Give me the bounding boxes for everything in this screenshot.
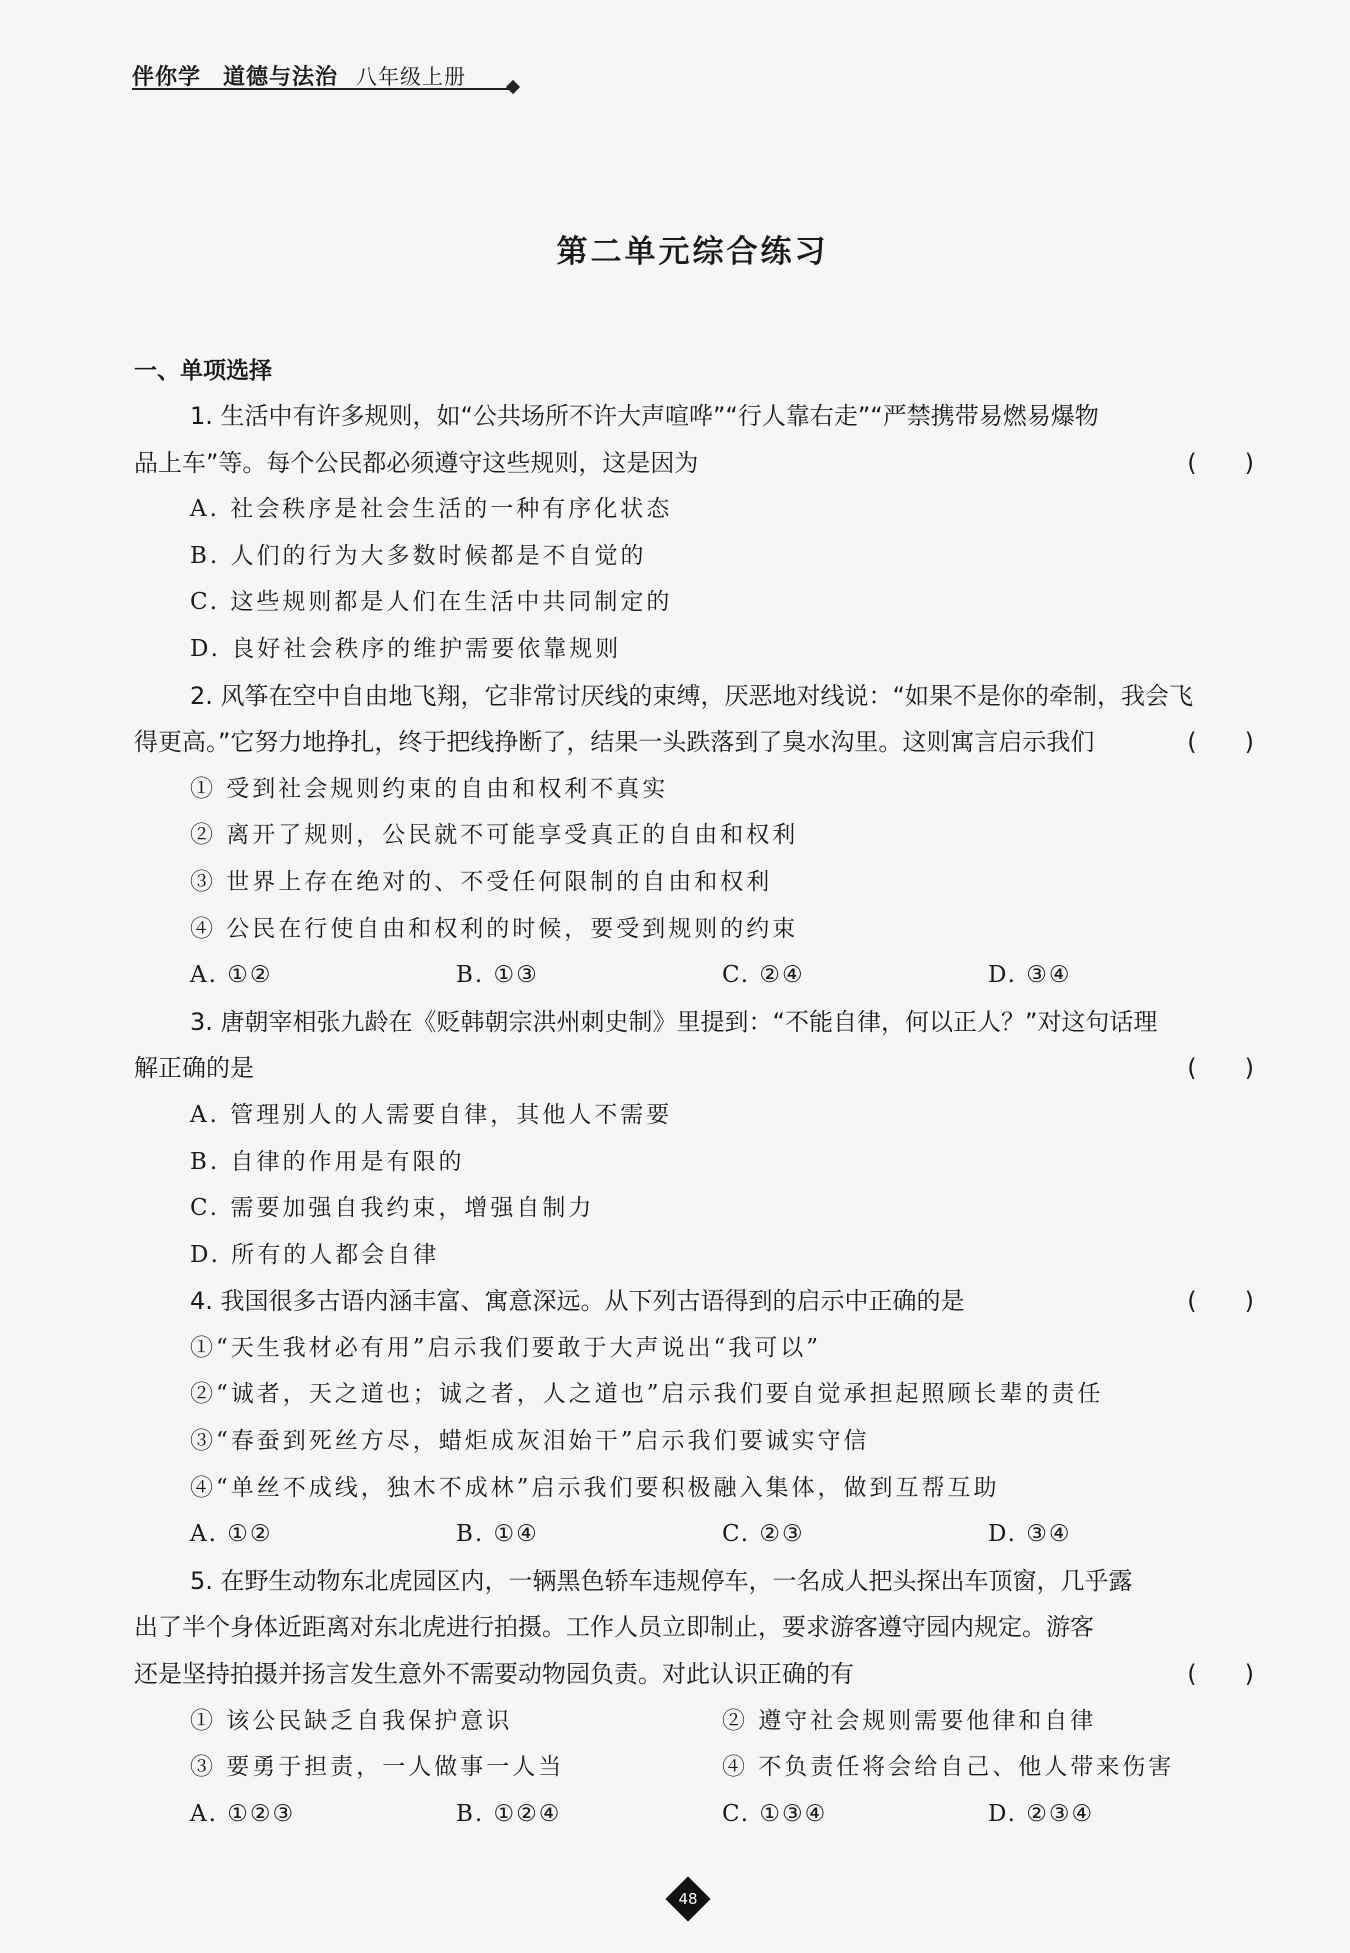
question-2-statement-1: ① 受到社会规则约束的自由和权利不真实 — [190, 775, 669, 802]
choice-a: A. ①②③ — [190, 1800, 296, 1827]
choice-a: A. ①② — [190, 962, 273, 989]
series-name: 伴你学 — [132, 65, 202, 90]
question-1-stem-line-1: 1. 生活中有许多规则，如“公共场所不许大声喧哗”“行人靠右走”“严禁携带易燃易爆物 — [190, 402, 1099, 430]
question-5-stem-line-2: 出了半个身体近距离对东北虎进行拍摄。工作人员立即制止，要求游客遵守园内规定。游客 — [134, 1613, 1094, 1642]
question-2-stem-line-2: 得更高。”它努力地挣扎，终于把线挣断了，结果一头跌落到了臭水沟里。这则寓言启示我们 ( ) — [134, 719, 1254, 766]
page-number: 48 — [678, 1890, 698, 1908]
question-1-option-c: C. 这些规则都是人们在生活中共同制定的 — [190, 589, 673, 616]
question-5-statement-4: ④ 不负责任将会给自己、他人带来伤害 — [722, 1754, 1175, 1781]
question-2-stem-line-1: 2. 风筝在空中自由地飞翔，它非常讨厌线的束缚，厌恶地对线说：“如果不是你的牵制，我会飞 — [190, 681, 1193, 710]
question-4-statement-2: ②“诚者，天之道也；诚之者，人之道也”启示我们要自觉承担起照顾长辈的责任 — [190, 1381, 1104, 1408]
question-2-statement-2: ② 离开了规则，公民就不可能享受真正的自由和权利 — [190, 822, 799, 849]
question-5-statements-row-2 — [134, 1744, 1254, 1791]
choice-b: B. ①②④ — [456, 1800, 562, 1827]
choice-d: D. ②③④ — [988, 1800, 1095, 1827]
question-3-option-d: D. 所有的人都会自律 — [190, 1241, 440, 1268]
page-header — [132, 60, 466, 91]
question-5-choices — [134, 1791, 1254, 1838]
question-1-stem-line-2: 品上车”等。每个公民都必须遵守这些规则，这是因为 ( ) — [134, 440, 1254, 487]
question-4-stem-line-1: 4. 我国很多古语内涵丰富、寓意深远。从下列古语得到的启示中正确的是 ( ) — [134, 1278, 1254, 1325]
answer-bracket[interactable]: ( ) — [1187, 1287, 1254, 1316]
question-3-option-b: B. 自律的作用是有限的 — [190, 1148, 465, 1175]
answer-bracket[interactable]: ( ) — [1187, 448, 1254, 477]
question-5-statement-2: ② 遵守社会规则需要他律和自律 — [722, 1707, 1097, 1734]
question-5-statement-1: ① 该公民缺乏自我保护意识 — [190, 1707, 513, 1734]
question-3-stem-line-2: 解正确的是 ( ) — [134, 1045, 1254, 1092]
header-rule — [132, 88, 512, 90]
choice-d: D. ③④ — [988, 1521, 1072, 1548]
choice-a: A. ①② — [190, 1521, 273, 1548]
question-2-statement-4: ④ 公民在行使自由和权利的时候，要受到规则的约束 — [190, 915, 799, 942]
choice-b: B. ①③ — [456, 962, 539, 989]
question-list — [134, 393, 1254, 1837]
question-5-statements-row-1 — [134, 1698, 1254, 1745]
choice-c: C. ①③④ — [722, 1800, 828, 1827]
choice-b: B. ①④ — [456, 1521, 539, 1548]
answer-bracket[interactable]: ( ) — [1187, 728, 1254, 757]
page-title: 第二单元综合练习 — [556, 234, 829, 270]
question-4-statement-1: ①“天生我材必有用”启示我们要敢于大声说出“我可以” — [190, 1334, 822, 1361]
question-4-choices — [134, 1511, 1254, 1558]
question-2-statement-3: ③ 世界上存在绝对的、不受任何限制的自由和权利 — [190, 868, 773, 895]
question-3-stem-line-1: 3. 唐朝宰相张九龄在《贬韩朝宗洪州刺史制》里提到：“不能自律，何以正人？”对这句话理 — [190, 1007, 1158, 1036]
answer-bracket[interactable]: ( ) — [1187, 1660, 1254, 1689]
question-5-stem-line-3: 还是坚持拍摄并扬言发生意外不需要动物园负责。对此认识正确的有 ( ) — [134, 1651, 1254, 1698]
question-1-option-a: A. 社会秩序是社会生活的一种有序化状态 — [190, 496, 673, 523]
subject-name: 道德与法治 — [223, 65, 339, 90]
question-2-choices — [134, 952, 1254, 999]
choice-c: C. ②④ — [722, 962, 805, 989]
question-1-option-d: D. 良好社会秩序的维护需要依靠规则 — [190, 635, 622, 662]
question-5-statement-3: ③ 要勇于担责，一人做事一人当 — [190, 1754, 565, 1781]
grade-label: 八年级上册 — [356, 65, 467, 89]
answer-bracket[interactable]: ( ) — [1187, 1054, 1254, 1083]
question-5-stem-line-1: 5. 在野生动物东北虎园区内，一辆黑色轿车违规停车，一名成人把头探出车顶窗，几乎露 — [190, 1566, 1133, 1595]
section-title: 一、单项选择 — [134, 358, 272, 384]
question-3-option-c: C. 需要加强自我约束，增强自制力 — [190, 1195, 595, 1222]
question-1-option-b: B. 人们的行为大多数时候都是不自觉的 — [190, 542, 647, 569]
choice-c: C. ②③ — [722, 1521, 805, 1548]
question-3-option-a: A. 管理别人的人需要自律，其他人不需要 — [190, 1101, 673, 1128]
question-4-statement-4: ④“单丝不成线，独木不成林”启示我们要积极融入集体，做到互帮互助 — [190, 1474, 1000, 1501]
choice-d: D. ③④ — [988, 962, 1072, 989]
question-4-statement-3: ③“春蚕到死丝方尽，蜡炬成灰泪始干”启示我们要诚实守信 — [190, 1428, 870, 1455]
header-diamond-icon — [506, 80, 520, 94]
page-number-badge — [665, 1876, 711, 1922]
